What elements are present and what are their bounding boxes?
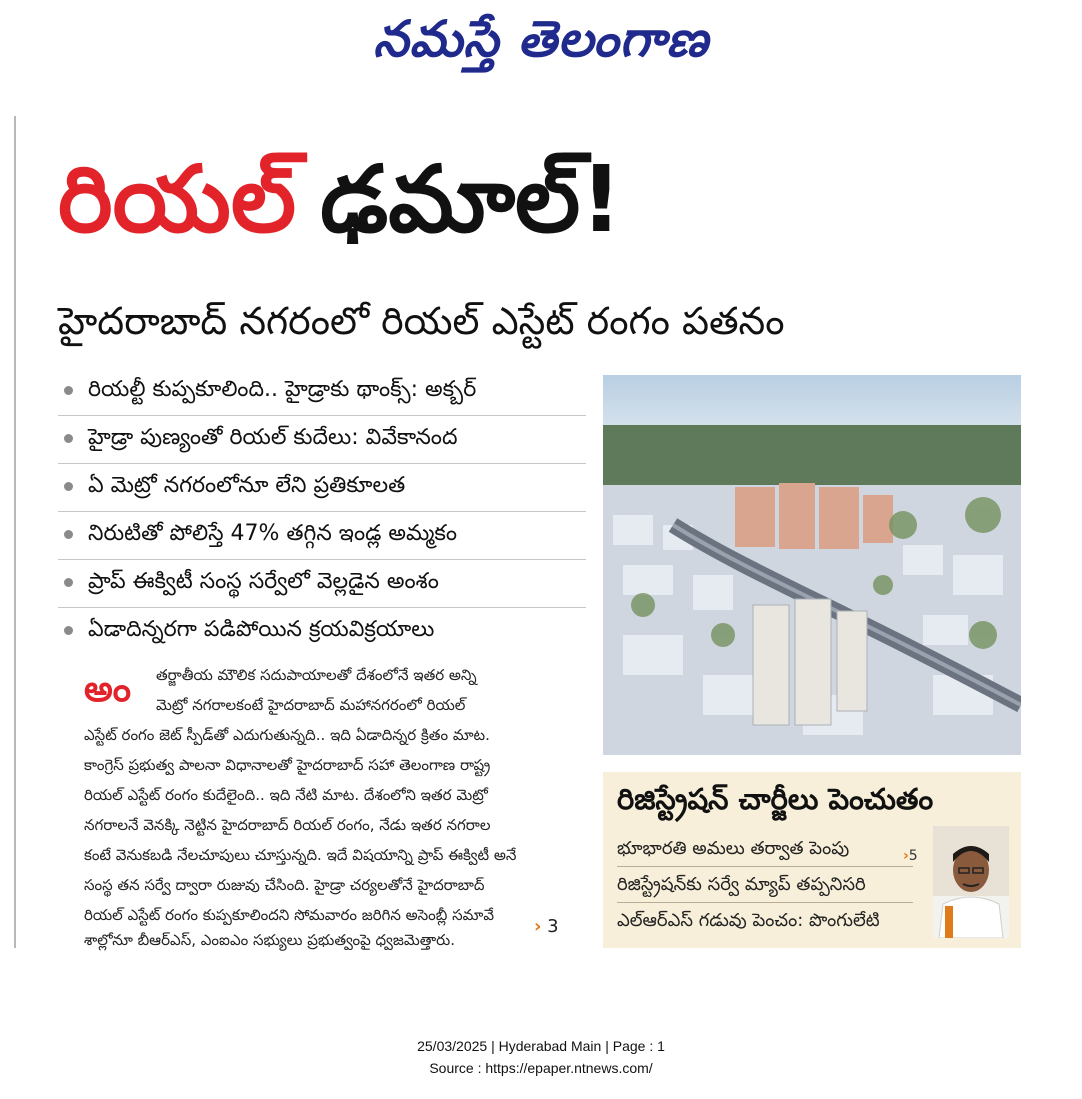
article-line: మెట్రో నగరాలకంటే హైదరాబాద్ మహానగరంలో రియల్ bbox=[156, 696, 466, 714]
bullet-text: ప్రాప్ ఈక్విటీ సంస్థ సర్వేలో వెల్లడైన అంశం bbox=[88, 569, 439, 594]
sidebar-title: రిజిస్ట్రేషన్ చార్జీలు పెంచుతం bbox=[617, 782, 934, 816]
bullet-item bbox=[58, 368, 586, 416]
bullet-item bbox=[58, 416, 586, 464]
bullet-dot-icon bbox=[64, 386, 73, 395]
bullet-dot-icon bbox=[64, 530, 73, 539]
article-line: కంటే వెనుకబడి నేలచూపులు చూస్తున్నది. ఇదే విషయాన్ని ప్రాప్ ఈక్విటీ అనే bbox=[84, 846, 517, 864]
column-divider bbox=[14, 116, 16, 948]
bullet-list bbox=[58, 368, 586, 655]
headline-part-black: ఢమాల్! bbox=[320, 146, 623, 253]
footer-dateline: 25/03/2025 | Hyderabad Main | Page : 1 bbox=[417, 1038, 665, 1054]
sidebar-continued-link[interactable] bbox=[903, 848, 918, 864]
bullet-text: ఏడాదిన్నరగా పడిపోయిన క్రయవిక్రయాలు bbox=[88, 617, 435, 642]
article-line: కాంగ్రెస్ ప్రభుత్వ పాలనా విధానాలతో హైదరాబాద్ సహా తెలంగాణ రాష్ట్ర bbox=[84, 756, 491, 774]
article-line: రియల్ ఎస్టేట్ రంగం కుప్పకూలిందని సోమవారం జరిగిన అసెంబ్లీ సమావే bbox=[84, 906, 494, 924]
sidebar-line: ఎల్‌ఆర్‌ఎస్ గడువు పెంచం: పొంగులేటి bbox=[617, 910, 880, 931]
bullet-item bbox=[58, 608, 586, 655]
bullet-dot-icon bbox=[64, 626, 73, 635]
sidebar-box bbox=[603, 772, 1021, 948]
masthead-logo: నమస్తే తెలంగాణ bbox=[373, 9, 709, 68]
article-line: ఎస్టేట్ రంగం జెట్ స్పీడ్‌తో ఎదుగుతున్నది.. ఇది ఏడాదిన్నర క్రితం మాట. bbox=[84, 726, 490, 744]
minister-portrait bbox=[933, 826, 1009, 938]
bullet-dot-icon bbox=[64, 482, 73, 491]
city-aerial-photo bbox=[603, 375, 1021, 755]
sidebar-line: రిజిస్ట్రేషన్‌కు సర్వే మ్యాప్ తప్పనిసరి bbox=[617, 868, 913, 903]
bullet-item bbox=[58, 560, 586, 608]
city-aerial-illustration bbox=[603, 375, 1021, 755]
bullet-dot-icon bbox=[64, 578, 73, 587]
headline-part-red: రియల్ bbox=[58, 146, 297, 253]
footer-source-link[interactable]: Source : https://epaper.ntnews.com/ bbox=[429, 1060, 653, 1076]
portrait-illustration bbox=[933, 826, 1009, 938]
article-line: తర్జాతీయ మౌలిక సదుపాయాలతో దేశంలోనే ఇతర అన్ని bbox=[156, 666, 477, 684]
bullet-text: నిరుటితో పోలిస్తే 47% తగ్గిన ఇండ్ల అమ్మకం bbox=[88, 521, 458, 546]
bullet-item bbox=[58, 512, 586, 560]
article-line: శాల్లోనూ బీఆర్‌ఎస్, ఎంఐఎం సభ్యులు ప్రభుత్వంపై ధ్వజమెత్తారు. bbox=[84, 931, 455, 949]
continued-page-link[interactable] bbox=[534, 916, 559, 937]
drop-cap: అం bbox=[84, 669, 132, 710]
article-line: రియల్ ఎస్టేట్ రంగం కుదేలైంది.. ఇది నేటి మాట. దేశంలోని ఇతర మెట్రో bbox=[84, 786, 488, 804]
sidebar-line: భూభారతి అమలు తర్వాత పెంపు bbox=[617, 832, 913, 867]
continued-page-number: 3 bbox=[547, 916, 559, 937]
chevron-right-icon: › bbox=[534, 916, 542, 937]
article-line: నగరాలనే వెనక్కి నెట్టిన హైదరాబాద్ రియల్ రంగం, నేడు ఇతర నగరాల bbox=[84, 816, 491, 834]
bullet-text: హైడ్రా పుణ్యంతో రియల్ కుదేలు: వివేకానంద bbox=[88, 425, 458, 450]
bullet-text: ఏ మెట్రో నగరంలోనూ లేని ప్రతికూలత bbox=[88, 473, 406, 498]
subheadline: హైదరాబాద్ నగరంలో రియల్ ఎస్టేట్ రంగం పతనం bbox=[58, 299, 785, 343]
article-line: సంస్థ తన సర్వే ద్వారా రుజువు చేసింది. హైడ్రా చర్యలతోనే హైదరాబాద్ bbox=[84, 876, 485, 894]
chevron-right-icon: › bbox=[903, 848, 909, 864]
bullet-dot-icon bbox=[64, 434, 73, 443]
bullet-text: రియల్టీ కుప్పకూలింది.. హైడ్రాకు థాంక్స్: అక్బర్ bbox=[88, 377, 477, 402]
main-headline bbox=[58, 130, 1048, 270]
bullet-item bbox=[58, 464, 586, 512]
sidebar-continued-number: 5 bbox=[908, 848, 918, 864]
article-body bbox=[84, 660, 584, 950]
